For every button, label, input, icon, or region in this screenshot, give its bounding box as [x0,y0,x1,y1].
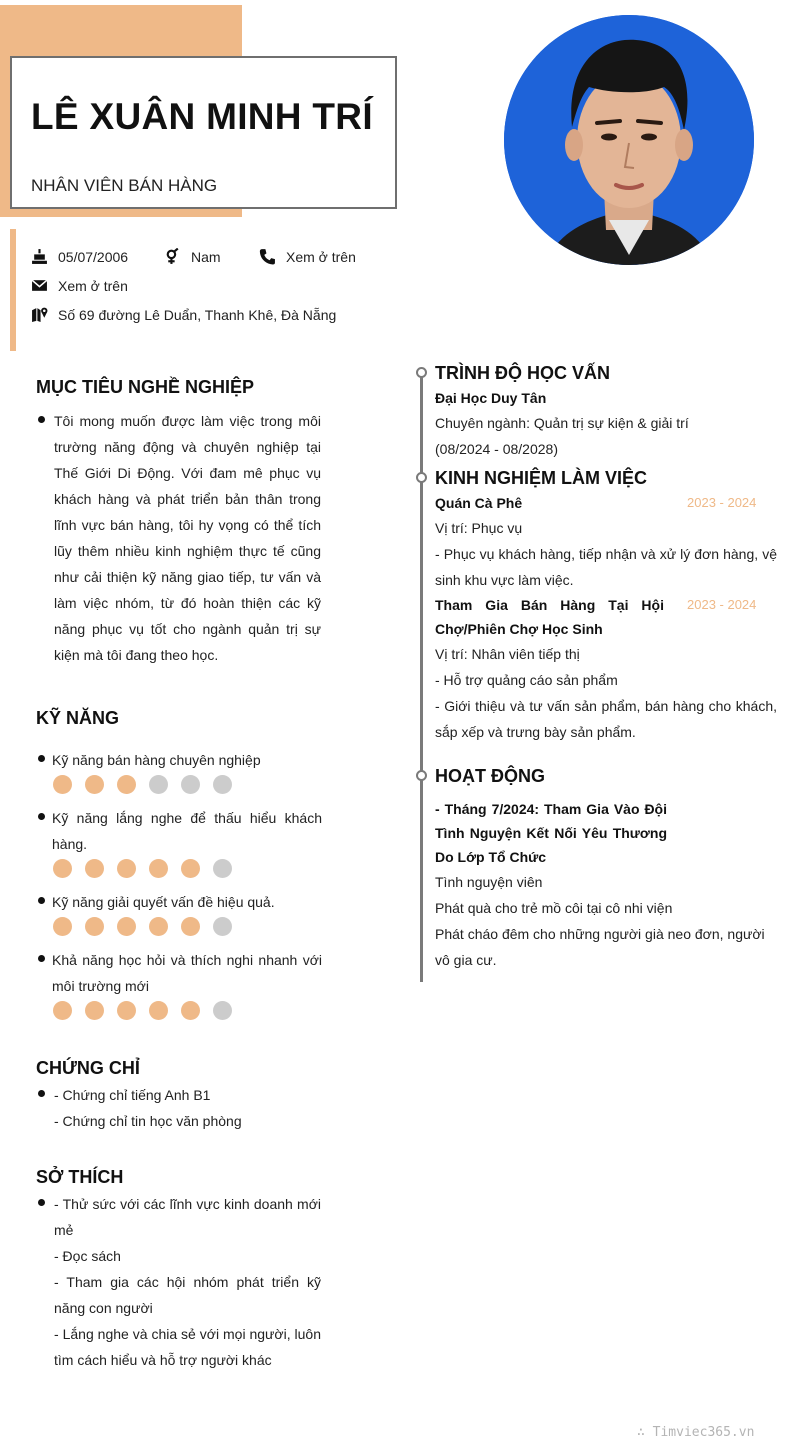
watermark: ∴ Timviec365.vn [637,1425,755,1440]
objective-text: Tôi mong muốn được làm việc trong môi trường năng động và chuyên nghiệp tại Thế Giới Di Động. Với đam mê phục vụ khách hàng và phát triển bản thân trong lĩnh vực bán hàng, tôi hy vọng có thể tích lũy thêm nhiều kinh nghiệm thực tế cũng như cải thiện kỹ năng giao tiếp, tư vấn và làm việc nhóm, từ đó hoàn thiện các kỹ năng phục vụ tốt cho ngành quản trị sự kiện mà tôi đang theo học. [54,413,321,663]
skill-dot-empty [149,775,168,794]
skill-dot-filled [85,1001,104,1020]
skill-dot-filled [53,775,72,794]
info-accent-bar [10,229,16,351]
job-period: 2023 - 2024 [687,597,757,612]
envelope-icon [31,277,48,294]
skill-dot-empty [213,917,232,936]
activity-detail: Phát quà cho trẻ mồ côi tại cô nhi viện [435,900,673,916]
skill-dot-filled [53,859,72,878]
skill-dot-empty [181,775,200,794]
skill-dot-filled [117,1001,136,1020]
skill-rating [53,1001,232,1020]
map-pin-icon [31,306,48,323]
candidate-name: LÊ XUÂN MINH TRÍ [31,96,373,137]
skills-title: KỸ NĂNG [36,708,120,728]
cake-icon [31,248,48,265]
skill-dot-filled [85,917,104,936]
hobby-item: - Lắng nghe và chia sẻ với mọi người, luôn tìm cách hiểu và hỗ trợ người khác [54,1326,321,1368]
skill-dot-filled [149,859,168,878]
skill-dot-filled [149,917,168,936]
hobbies-bullet [38,1199,45,1206]
education-major: Chuyên ngành: Quản trị sự kiện & giải trí [435,415,689,431]
objective-title: MỤC TIÊU NGHỀ NGHIỆP [36,377,255,397]
hobby-item: - Tham gia các hội nhóm phát triển kỹ năng con người [54,1274,321,1316]
job-detail: - Hỗ trợ quảng cáo sản phẩm [435,672,618,688]
gender-row [164,248,221,265]
skill-dot-filled [117,917,136,936]
hobby-item: - Đọc sách [54,1248,121,1264]
skill-rating [53,859,232,878]
gender-icon [164,248,181,265]
skill-dot-filled [53,1001,72,1020]
avatar [504,15,754,265]
skill-dot-filled [117,775,136,794]
timeline-node [416,367,427,378]
certificates-bullet [38,1090,45,1097]
skill-label: Khả năng học hỏi và thích nghi nhanh với môi trường mới [52,952,322,994]
objective-bullet [38,416,45,423]
skill-dot-filled [53,917,72,936]
skill-dot-empty [213,1001,232,1020]
education-period: (08/2024 - 08/2028) [435,441,558,457]
activity-name: - Tháng 7/2024: Tham Gia Vào Đội Tình Nguyện Kết Nối Yêu Thương Do Lớp Tổ Chức [435,801,667,865]
job-period: 2023 - 2024 [687,495,757,510]
timeline-node [416,472,427,483]
skill-label: Kỹ năng bán hàng chuyên nghiệp [52,752,261,768]
portrait-photo [504,15,754,265]
skill-rating [53,775,232,794]
phone-value[interactable]: Xem ở trên [286,248,356,265]
skill-dot-empty [213,775,232,794]
address-row [31,306,336,323]
birthday-row [31,248,128,265]
skill-dot-filled [181,1001,200,1020]
skill-rating [53,917,232,936]
job-position: Vị trí: Nhân viên tiếp thị [435,646,580,662]
skill-dot-filled [181,859,200,878]
certificates-title: CHỨNG CHỈ [36,1058,140,1078]
skill-dot-filled [85,859,104,878]
education-title: TRÌNH ĐỘ HỌC VẤN [435,363,610,383]
hobby-item: - Thử sức với các lĩnh vực kinh doanh mới mẻ [54,1196,321,1238]
timeline-node [416,770,427,781]
certificate-item: - Chứng chỉ tin học văn phòng [54,1113,242,1129]
skill-dot-empty [213,859,232,878]
job-detail: - Giới thiệu và tư vấn sản phẩm, bán hàng cho khách, sắp xếp và trưng bày sản phẩm. [435,698,777,740]
activity-detail: Phát cháo đêm cho những người già neo đơn, người vô gia cư. [435,926,765,968]
job-position: Vị trí: Phục vụ [435,520,523,536]
skill-dot-filled [181,917,200,936]
skill-bullet [38,897,45,904]
skill-bullet [38,955,45,962]
hobbies-title: SỞ THÍCH [36,1167,124,1187]
activities-title: HOẠT ĐỘNG [435,766,545,786]
skill-dot-filled [117,859,136,878]
email-row [31,277,128,294]
job-detail: - Phục vụ khách hàng, tiếp nhận và xử lý đơn hàng, vệ sinh khu vực làm việc. [435,546,777,588]
experience-title: KINH NGHIỆM LÀM VIỆC [435,468,648,488]
skill-label: Kỹ năng lắng nghe để thấu hiểu khách hàng. [52,810,322,852]
activity-role: Tình nguyện viên [435,874,543,890]
timeline-line [420,372,423,982]
skill-dot-filled [149,1001,168,1020]
job-title: NHÂN VIÊN BÁN HÀNG [31,176,218,195]
skill-label: Kỹ năng giải quyết vấn đề hiệu quả. [52,894,275,910]
job-company: Tham Gia Bán Hàng Tại Hội Chợ/Phiên Chợ Học Sinh [435,597,664,637]
skill-bullet [38,755,45,762]
address-value: Số 69 đường Lê Duẩn, Thanh Khê, Đà Nẵng [58,306,337,323]
birthday-value: 05/07/2006 [58,248,129,265]
skill-dot-filled [85,775,104,794]
phone-row [259,248,356,265]
skill-bullet [38,813,45,820]
name-box [10,56,397,209]
email-value[interactable]: Xem ở trên [58,277,128,294]
certificate-item: - Chứng chỉ tiếng Anh B1 [54,1087,211,1103]
job-company: Quán Cà Phê [435,495,523,511]
education-school: Đại Học Duy Tân [435,390,547,406]
gender-value: Nam [191,248,221,265]
phone-icon [259,248,276,265]
